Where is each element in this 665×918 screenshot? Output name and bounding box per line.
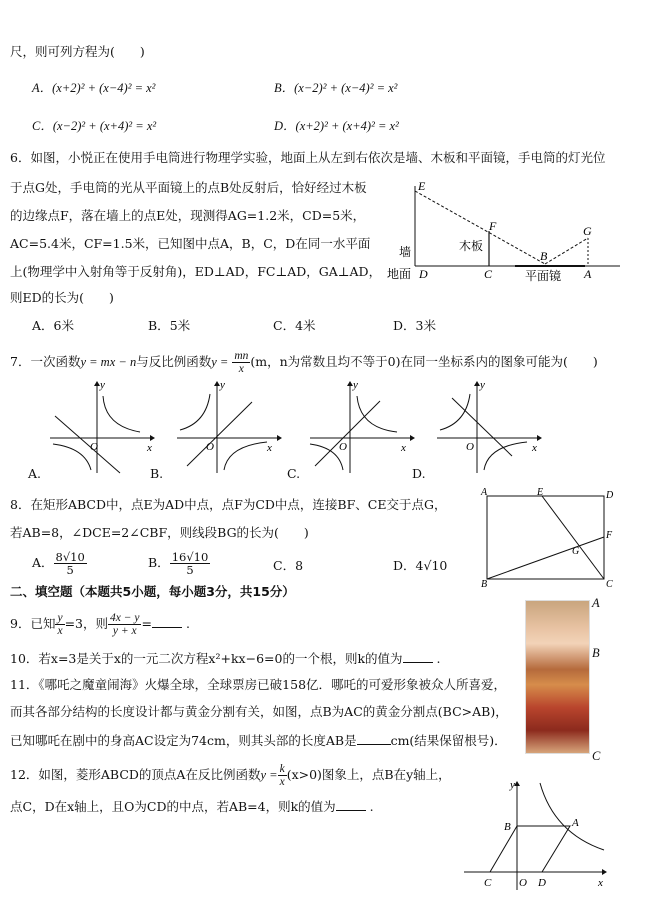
q8-line1: 8．在矩形ABCD中，点E为AD中点，点F为CD中点，连接BF、CE交于点G， bbox=[10, 497, 447, 512]
q7-option-d[interactable]: D. bbox=[412, 466, 426, 481]
svg-text:O: O bbox=[90, 441, 98, 453]
svg-text:E: E bbox=[537, 487, 544, 498]
svg-text:C: C bbox=[484, 877, 492, 889]
q5-option-b[interactable]: B．(x−2)² + (x−4)² = x² bbox=[274, 81, 398, 95]
q7-option-b[interactable]: B. bbox=[150, 466, 164, 481]
q12-figure bbox=[462, 778, 612, 893]
q10: 10．若x=3是关于x的一元二次方程x²+kx−6=0的一个根，则k的值为 . bbox=[10, 651, 441, 666]
q5-stem: 尺，则可列方程为( ) bbox=[10, 44, 145, 59]
q6-option-b[interactable]: B．5米 bbox=[148, 318, 191, 333]
svg-text:y: y bbox=[480, 379, 485, 391]
q11-label-b: B bbox=[592, 646, 600, 660]
q6-label-ground: 地面 bbox=[387, 267, 412, 281]
q6-option-d[interactable]: D．3米 bbox=[393, 318, 436, 333]
q7-graph-a[interactable] bbox=[45, 378, 155, 473]
svg-text:O: O bbox=[206, 441, 214, 453]
svg-text:x: x bbox=[598, 877, 603, 889]
svg-text:x: x bbox=[147, 442, 152, 454]
svg-text:x: x bbox=[401, 442, 406, 454]
svg-text:x: x bbox=[267, 442, 272, 454]
q6-label-g: G bbox=[583, 224, 592, 238]
q11-answer-blank[interactable] bbox=[357, 732, 391, 745]
q8-option-c[interactable]: C．8 bbox=[273, 558, 304, 573]
q7-stem: 7．一次函数y = mx − n与反比例函数y = $\frac{mn}{x}$ (m，n为常数且均不等于0)在同一坐标系内的图象可能为( ) bbox=[10, 350, 598, 375]
q6-line6: 则ED的长为( ) bbox=[10, 290, 114, 305]
q7-graph-b[interactable] bbox=[172, 378, 282, 473]
q6-label-d: D bbox=[419, 267, 428, 281]
q8-figure bbox=[480, 488, 615, 588]
q6-option-c[interactable]: C．4米 bbox=[273, 318, 316, 333]
svg-text:x: x bbox=[532, 442, 537, 454]
q11-line2: 而其各部分结构的长度设计都与黄金分割有关，如图，点B为AC的黄金分割点(BC>AB)， bbox=[10, 704, 508, 719]
svg-text:C: C bbox=[606, 579, 613, 590]
q7-option-c[interactable]: C. bbox=[287, 466, 301, 481]
svg-text:y: y bbox=[100, 379, 105, 391]
q12-line1: 12．如图，菱形ABCD的顶点A在反比例函数y = $\frac{k}{x}$ (x>0)图象上，点B在y轴上， bbox=[10, 763, 451, 788]
q11-label-a: A bbox=[592, 596, 600, 610]
svg-text:O: O bbox=[466, 441, 474, 453]
q7-graph-d[interactable] bbox=[432, 378, 542, 473]
svg-text:D: D bbox=[606, 490, 614, 501]
q10-answer-blank[interactable] bbox=[403, 650, 433, 663]
svg-text:A: A bbox=[481, 487, 488, 498]
section-heading: 二、填空题（本题共5小题，每小题3分，共15分） bbox=[10, 584, 295, 599]
q6-label-mirror: 平面镜 bbox=[525, 269, 562, 283]
q6-line5: 上(物理学中入射角等于反射角)，ED⊥AD，FC⊥AD，GA⊥AD， bbox=[10, 264, 382, 279]
q8-option-b[interactable]: B． $\frac{16√10}{5}$ bbox=[148, 550, 209, 577]
q11-line3: 已知哪吒在剧中的身高AC设定为74cm，则其头部的长度AB是 cm(结果保留根号)． bbox=[10, 733, 507, 748]
q6-label-f: F bbox=[489, 219, 497, 233]
q12-answer-blank[interactable] bbox=[336, 798, 366, 811]
svg-text:O: O bbox=[519, 877, 527, 889]
q5-option-c[interactable]: C．(x−2)² + (x+4)² = x² bbox=[32, 119, 157, 133]
svg-text:y: y bbox=[510, 779, 515, 791]
q8-line2: 若AB=8，∠DCE=2∠CBF，则线段BG的长为( ) bbox=[10, 525, 309, 540]
q6-line1: 6．如图，小悦正在使用手电筒进行物理学实验，地面上从左到右依次是墙、木板和平面镜，手电筒的灯光位 bbox=[10, 150, 606, 165]
q6-label-wall: 墙 bbox=[399, 245, 412, 259]
q5-option-a[interactable]: A．(x+2)² + (x−4)² = x² bbox=[32, 81, 156, 95]
q8-option-a[interactable]: A． $\frac{8√10}{5}$ bbox=[32, 550, 85, 577]
q6-label-e: E bbox=[418, 179, 426, 193]
svg-text:y: y bbox=[220, 379, 225, 391]
q7-option-a[interactable]: A. bbox=[28, 466, 42, 481]
svg-text:y: y bbox=[353, 379, 358, 391]
q6-label-board: 木板 bbox=[459, 239, 484, 253]
svg-text:D: D bbox=[538, 877, 546, 889]
q11-label-c: C bbox=[592, 749, 601, 763]
svg-text:F: F bbox=[606, 530, 613, 541]
svg-text:O: O bbox=[339, 441, 347, 453]
q12-line2: 点C，D在x轴上，且O为CD的中点，若AB=4，则k的值为 . bbox=[10, 799, 374, 814]
q6-line4: AC=5.4米，CF=1.5米，已知图中点A，B，C，D在同一水平面 bbox=[10, 236, 371, 251]
svg-text:B: B bbox=[481, 579, 488, 590]
q7-graph-c[interactable] bbox=[305, 378, 415, 473]
q5-option-d[interactable]: D．(x+2)² + (x+4)² = x² bbox=[274, 119, 399, 133]
nezha-image bbox=[525, 600, 590, 754]
svg-text:G: G bbox=[572, 546, 580, 557]
svg-text:B: B bbox=[504, 821, 511, 833]
q6-option-a[interactable]: A．6米 bbox=[32, 318, 74, 333]
q6-figure bbox=[385, 176, 630, 286]
q6-line3: 的边缘点F，落在墙上的点E处，现测得AG=1.2米，CD=5米， bbox=[10, 208, 366, 223]
q9-answer-blank[interactable] bbox=[152, 615, 182, 628]
q11-line1: 11．《哪吒之魔童闹海》火爆全球，全球票房已破158亿．哪吒的可爱形象被众人所喜爱， bbox=[10, 677, 507, 692]
q6-line2: 于点G处，手电筒的光从平面镜上的点B处反射后，恰好经过木板 bbox=[10, 180, 367, 195]
q6-label-b: B bbox=[540, 249, 548, 263]
svg-text:A: A bbox=[572, 817, 579, 829]
q9: 9．已知 $\frac{y}{x}$ =3，则 $\frac{4x - y}{y + x}$ = . bbox=[10, 612, 190, 637]
q6-label-c: C bbox=[484, 267, 493, 281]
q8-option-d[interactable]: D．4√10 bbox=[393, 558, 448, 573]
q6-label-a: A bbox=[584, 267, 592, 281]
